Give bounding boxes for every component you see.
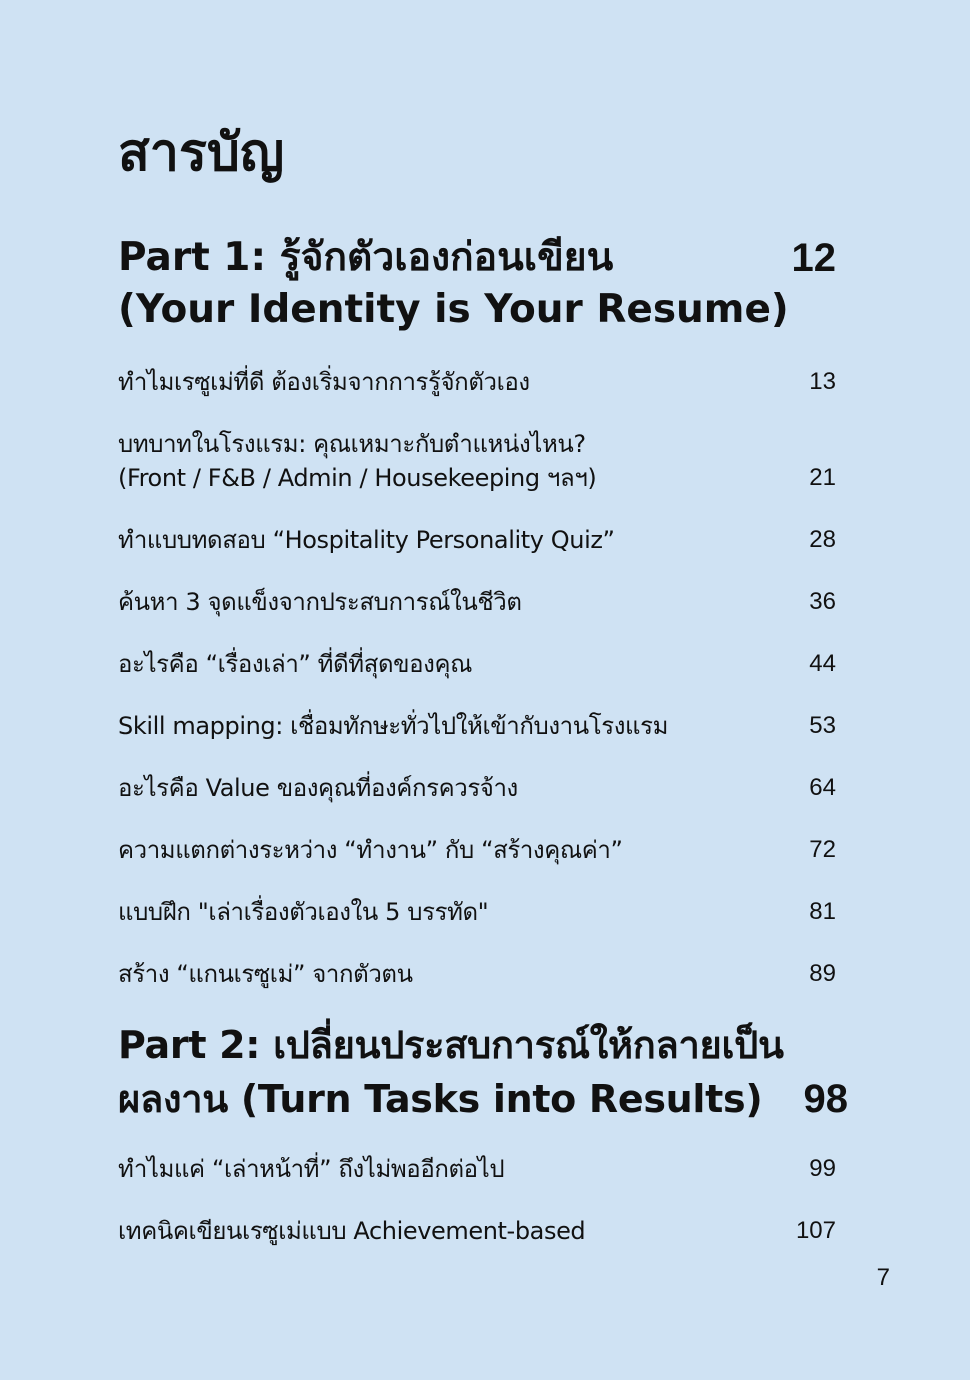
- page-number: 7: [876, 1264, 890, 1291]
- toc-entry: [118, 833, 623, 867]
- toc-entry-page: 28: [809, 526, 836, 553]
- toc-entry: [118, 365, 530, 399]
- toc-entry: [118, 1214, 585, 1248]
- part-1-page: 12: [791, 236, 836, 280]
- toc-entry-page: 99: [809, 1155, 836, 1182]
- part-2-heading-line-2: ผลงาน (Turn Tasks into Results): [118, 1077, 763, 1121]
- toc-entry-title: Skill mapping: เชื่อมทักษะทั่วไปให้เข้ากับงานโรงแรม: [118, 712, 669, 740]
- part-2-heading-line-1: Part 2: เปลี่ยนประสบการณ์ให้กลายเป็น: [118, 1023, 784, 1067]
- toc-entry-title: แบบฝึก "เล่าเรื่องตัวเองใน 5 บรรทัด": [118, 898, 489, 926]
- toc-entry-title: อะไรคือ “เรื่องเล่า” ที่ดีที่สุดของคุณ: [118, 650, 472, 678]
- toc-entry-page: 81: [809, 898, 836, 925]
- toc-entry: [118, 1152, 504, 1186]
- toc-entry-title: ทำไมแค่ “เล่าหน้าที่” ถึงไม่พออีกต่อไป: [118, 1155, 505, 1183]
- toc-entry-title-line-2: (Front / F&B / Admin / Housekeeping ฯลฯ): [118, 464, 597, 492]
- toc-entry-page: 44: [809, 650, 836, 677]
- toc-entry: [118, 523, 615, 557]
- toc-entry-page: 36: [809, 588, 836, 615]
- toc-entry-page: 13: [809, 368, 836, 395]
- toc-entry-title: ความแตกต่างระหว่าง “ทำงาน” กับ “สร้างคุณค่า”: [118, 836, 623, 864]
- toc-entry: [118, 647, 472, 681]
- toc-entry: [118, 771, 518, 805]
- toc-entry: [118, 957, 413, 991]
- toc-entry: [118, 585, 522, 619]
- toc-entry-title: ทำแบบทดสอบ “Hospitality Personality Quiz”: [118, 526, 615, 554]
- toc-entry: [118, 895, 488, 929]
- part-1-heading-line-1: Part 1: รู้จักตัวเองก่อนเขียน: [118, 235, 614, 280]
- part-2-page: 98: [803, 1077, 848, 1121]
- toc-entry-title: สร้าง “แกนเรซูเม่” จากตัวตน: [118, 960, 413, 988]
- toc-entry-page: 53: [809, 712, 836, 739]
- toc-entry-title: เทคนิคเขียนเรซูเม่แบบ Achievement-based: [118, 1217, 586, 1245]
- toc-entry-title: ค้นหา 3 จุดแข็งจากประสบการณ์ในชีวิต: [118, 588, 522, 616]
- toc-entry-page: 89: [809, 960, 836, 987]
- page-title: สารบัญ: [118, 123, 285, 183]
- toc-entry: [118, 427, 596, 495]
- toc-entry-page: 21: [809, 464, 836, 491]
- part-2-heading: [118, 1018, 784, 1126]
- toc-entry-page: 72: [809, 836, 836, 863]
- part-1-heading-line-2: (Your Identity is Your Resume): [118, 287, 789, 332]
- toc-entry-title: บทบาทในโรงแรม: คุณเหมาะกับตำแหน่งไหน?: [118, 430, 586, 458]
- toc-entry-page: 64: [809, 774, 836, 801]
- toc-entry-title: อะไรคือ Value ของคุณที่องค์กรควรจ้าง: [118, 774, 518, 802]
- toc-entry: [118, 709, 668, 743]
- toc-entry-page: 107: [795, 1217, 836, 1244]
- part-1-heading: [118, 232, 789, 336]
- toc-entry-title: ทำไมเรซูเม่ที่ดี ต้องเริ่มจากการรู้จักตัวเอง: [118, 368, 530, 396]
